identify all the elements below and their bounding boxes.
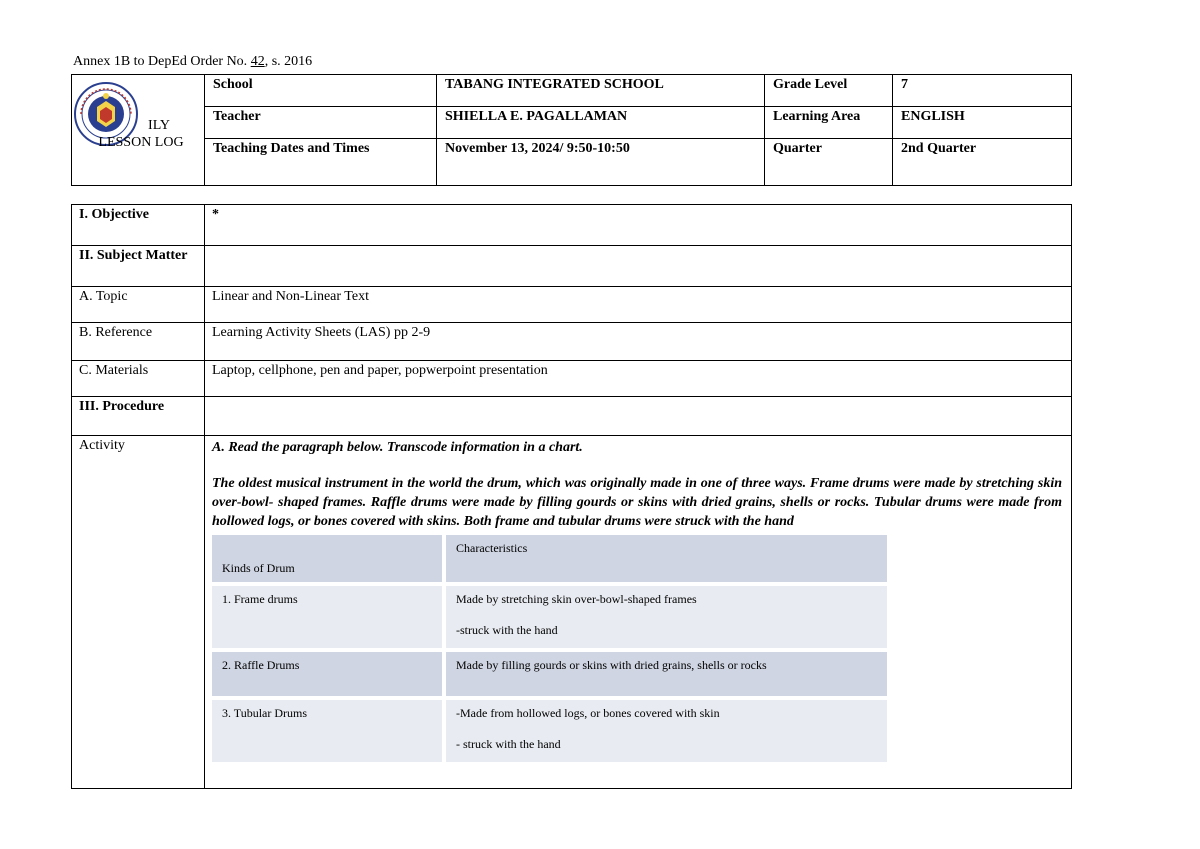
activity-instruction: A. Read the paragraph below. Transcode information in a chart. <box>212 440 583 455</box>
procedure-row <box>72 397 1072 436</box>
objective-label: I. Objective <box>72 205 205 246</box>
drum-kind-cell: 3. Tubular Drums <box>212 700 442 762</box>
annex-suffix: , s. 2016 <box>264 54 313 69</box>
annex-reference <box>73 54 312 70</box>
grade-value: 7 <box>893 75 1072 107</box>
drum-kind-cell: 2. Raffle Drums <box>212 652 442 696</box>
drum-row <box>212 652 887 696</box>
activity-paragraph: The oldest musical instrument in the world the drum, which was originally made in one of three ways. Frame drums were made by stretching skin over-bowl- shaped frames. Raffle drums were made by filling gourds or skins with dried grains, shells or rocks. Tubular drums were made from hollowed logs, or bones covered with skins. Both frame and tubular drums were struck with the hand <box>212 476 1062 529</box>
title-line-1: ILY <box>148 118 170 133</box>
subject-matter-value <box>205 246 1072 287</box>
drum-characteristics-cell <box>446 652 887 696</box>
annex-order-number: 42 <box>250 54 265 69</box>
characteristic-line: -Made from hollowed logs, or bones covered with skin <box>456 706 720 720</box>
materials-value: Laptop, cellphone, pen and paper, popwerpoint presentation <box>205 361 1072 397</box>
reference-label: B. Reference <box>72 323 205 361</box>
kinds-of-drum-header-text: Kinds of Drum <box>222 561 295 575</box>
grade-label: Grade Level <box>765 75 893 107</box>
procedure-value <box>205 397 1072 436</box>
subject-matter-row <box>72 246 1072 287</box>
learning-area-value: ENGLISH <box>893 107 1072 139</box>
teacher-value: SHIELLA E. PAGALLAMAN <box>437 107 765 139</box>
learning-area-label: Learning Area <box>765 107 893 139</box>
drum-characteristics-cell <box>446 700 887 762</box>
topic-value: Linear and Non-Linear Text <box>205 287 1072 323</box>
logo-title-cell <box>72 75 205 186</box>
characteristics-header: Characteristics <box>446 535 887 582</box>
drum-row <box>212 586 887 648</box>
quarter-value: 2nd Quarter <box>893 139 1072 186</box>
characteristic-line: - struck with the hand <box>456 737 561 751</box>
teacher-label: Teacher <box>205 107 437 139</box>
activity-content <box>205 436 1072 788</box>
teaching-dates-label: Teaching Dates and Times <box>205 139 437 186</box>
title-line-2: LESSON LOG <box>98 135 184 150</box>
annex-prefix: Annex 1B to DepEd Order No. <box>73 54 251 69</box>
lesson-plan-table <box>71 204 1072 788</box>
kinds-of-drum-header <box>212 535 442 582</box>
quarter-label: Quarter <box>765 139 893 186</box>
procedure-label: III. Procedure <box>72 397 205 436</box>
characteristic-line: Made by filling gourds or skins with dried grains, shells or rocks <box>456 658 767 672</box>
reference-row <box>72 323 1072 361</box>
school-label: School <box>205 75 437 107</box>
drum-kinds-table <box>208 531 891 766</box>
table-bottom-border <box>71 788 1072 789</box>
reference-value: Learning Activity Sheets (LAS) pp 2-9 <box>205 323 1072 361</box>
school-value: TABANG INTEGRATED SCHOOL <box>437 75 765 107</box>
drum-table-header-row <box>212 535 887 582</box>
subject-matter-label: II. Subject Matter <box>72 246 205 287</box>
characteristic-line: Made by stretching skin over-bowl-shaped frames <box>456 592 697 606</box>
topic-row <box>72 287 1072 323</box>
activity-label: Activity <box>72 436 205 788</box>
materials-row <box>72 361 1072 397</box>
objective-row <box>72 205 1072 246</box>
materials-label: C. Materials <box>72 361 205 397</box>
topic-label: A. Topic <box>72 287 205 323</box>
characteristic-line: -struck with the hand <box>456 623 558 637</box>
activity-row <box>72 436 1072 788</box>
drum-characteristics-cell <box>446 586 887 648</box>
drum-row <box>212 700 887 762</box>
objective-value: * <box>205 205 1072 246</box>
drum-kind-cell: 1. Frame drums <box>212 586 442 648</box>
daily-lesson-log-title <box>82 117 200 151</box>
teaching-dates-value: November 13, 2024/ 9:50-10:50 <box>437 139 765 186</box>
lesson-log-header-table <box>71 74 1072 186</box>
